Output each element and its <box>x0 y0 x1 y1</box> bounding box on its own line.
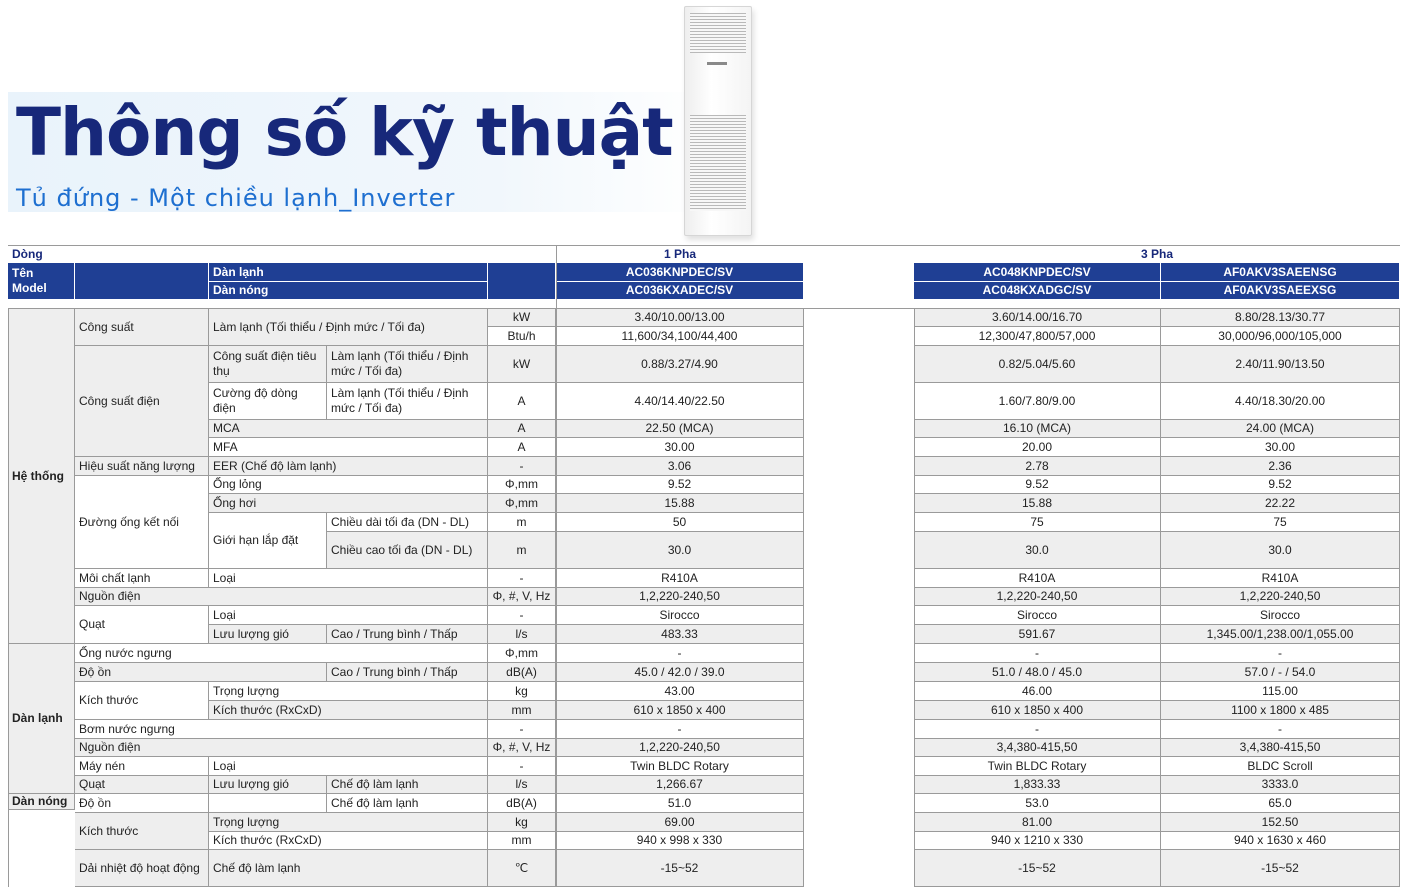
value-cell: R410A <box>914 569 1161 588</box>
value-cell: 940 x 1210 x 330 <box>914 832 1161 850</box>
unit-cell: dB(A) <box>488 663 556 682</box>
spec-label: Bơm nước ngưng <box>75 720 488 739</box>
model-indoor-code: AC048KNPDEC/SV <box>914 263 1161 282</box>
value-cell: 115.00 <box>1161 682 1400 701</box>
value-cell: 22.50 (MCA) <box>556 420 804 438</box>
value-cell: 3.06 <box>556 457 804 476</box>
value-cell: 3,4,380-415,50 <box>914 739 1161 757</box>
spec-label: Công suất điện <box>75 346 209 457</box>
value-cell: 9.52 <box>914 476 1161 494</box>
spec-label: Cao / Trung bình / Thấp <box>327 663 488 682</box>
value-cell: 30.00 <box>556 438 804 457</box>
value-cell: 9.52 <box>1161 476 1400 494</box>
spec-label: Nguồn điện <box>75 588 488 606</box>
value-cell: 51.0 / 48.0 / 45.0 <box>914 663 1161 682</box>
spec-label <box>209 794 327 813</box>
spec-label: Máy nén <box>75 757 209 776</box>
section-label: Hệ thống <box>8 309 75 644</box>
spec-label: Trọng lượng <box>209 682 488 701</box>
unit-cell: Φ, #, V, Hz <box>488 588 556 606</box>
value-cell: 1,2,220-240,50 <box>1161 588 1400 606</box>
value-cell: 2.36 <box>1161 457 1400 476</box>
unit-cell: - <box>488 606 556 625</box>
spec-label: Hiệu suất năng lượng <box>75 457 209 476</box>
value-cell: 591.67 <box>914 625 1161 644</box>
value-cell: 483.33 <box>556 625 804 644</box>
unit-cell: A <box>488 383 556 420</box>
spec-label: Kích thước <box>75 682 209 720</box>
table-vertical-rule <box>914 309 915 887</box>
value-cell: 22.22 <box>1161 494 1400 513</box>
value-cell: 1,2,220-240,50 <box>914 588 1161 606</box>
spec-label: Giới hạn lắp đặt <box>209 513 327 569</box>
spec-label: Cường độ dòng điện <box>209 383 327 420</box>
value-cell: 30.0 <box>556 532 804 569</box>
value-cell: 940 x 1630 x 460 <box>1161 832 1400 850</box>
spec-label: Ống nước ngưng <box>75 644 488 663</box>
model-name-label: Tên Model <box>8 263 75 300</box>
spec-label: Chiều cao tối đa (DN - DL) <box>327 532 488 569</box>
model-outdoor-code: AC036KXADEC/SV <box>556 282 804 300</box>
value-cell: 610 x 1850 x 400 <box>556 701 804 720</box>
value-cell: 24.00 (MCA) <box>1161 420 1400 438</box>
spec-label: Quạt <box>75 776 209 794</box>
spec-label: Lưu lượng gió <box>209 776 327 794</box>
unit-cell: kg <box>488 813 556 832</box>
value-cell: R410A <box>1161 569 1400 588</box>
spec-label: Quạt <box>75 606 209 644</box>
value-cell: 51.0 <box>556 794 804 813</box>
value-cell: 43.00 <box>556 682 804 701</box>
spec-label: MCA <box>209 420 488 438</box>
value-cell: 69.00 <box>556 813 804 832</box>
table-vertical-rule <box>8 309 9 887</box>
value-cell: 1,833.33 <box>914 776 1161 794</box>
value-cell: Sirocco <box>1161 606 1400 625</box>
unit-cell: - <box>488 569 556 588</box>
value-cell: 1,345.00/1,238.00/1,055.00 <box>1161 625 1400 644</box>
value-cell: 1,2,220-240,50 <box>556 739 804 757</box>
spec-label: Trọng lượng <box>209 813 488 832</box>
unit-cell: l/s <box>488 625 556 644</box>
value-cell: 4.40/18.30/20.00 <box>1161 383 1400 420</box>
value-cell: Twin BLDC Rotary <box>914 757 1161 776</box>
spec-label: Loại <box>209 569 488 588</box>
model-indoor-code: AF0AKV3SAEENSG <box>1161 263 1400 282</box>
spec-label: Chế độ làm lạnh <box>327 776 488 794</box>
value-cell: - <box>1161 720 1400 739</box>
value-cell: 3.40/10.00/13.00 <box>556 309 804 327</box>
spec-label: Nguồn điện <box>75 739 488 757</box>
value-cell: 11,600/34,100/44,400 <box>556 327 804 346</box>
unit-cell: A <box>488 438 556 457</box>
value-cell: 30,000/96,000/105,000 <box>1161 327 1400 346</box>
value-cell: 2.40/11.90/13.50 <box>1161 346 1400 383</box>
spec-label: Công suất <box>75 309 209 346</box>
unit-cell: kW <box>488 346 556 383</box>
value-cell: 57.0 / - / 54.0 <box>1161 663 1400 682</box>
spec-label: Độ ồn <box>75 663 327 682</box>
value-cell: - <box>556 644 804 663</box>
unit-cell: l/s <box>488 776 556 794</box>
group-1pha-label: 1 Pha <box>663 247 696 261</box>
spec-label: Cao / Trung bình / Thấp <box>327 625 488 644</box>
unit-blank-cell <box>488 263 556 300</box>
value-cell: -15~52 <box>1161 850 1400 887</box>
value-cell: 53.0 <box>914 794 1161 813</box>
value-cell: 152.50 <box>1161 813 1400 832</box>
value-cell: 50 <box>556 513 804 532</box>
spec-label: Độ ồn <box>75 794 209 813</box>
value-cell: 12,300/47,800/57,000 <box>914 327 1161 346</box>
value-cell: 75 <box>914 513 1161 532</box>
value-cell: 2.78 <box>914 457 1161 476</box>
value-cell: 15.88 <box>556 494 804 513</box>
table-vertical-rule <box>556 246 557 887</box>
value-cell: 4.40/14.40/22.50 <box>556 383 804 420</box>
model-outdoor-code: AF0AKV3SAEEXSG <box>1161 282 1400 300</box>
model-outdoor-code: AC048KXADGC/SV <box>914 282 1161 300</box>
page-title: Thông số kỹ thuật <box>16 94 673 171</box>
unit-cell: dB(A) <box>488 794 556 813</box>
spec-label: Chế độ làm lạnh <box>209 850 488 887</box>
unit-cell: m <box>488 532 556 569</box>
value-cell: 1,266.67 <box>556 776 804 794</box>
row-type-label: Dòng <box>12 247 43 261</box>
value-cell: 20.00 <box>914 438 1161 457</box>
unit-cell: A <box>488 420 556 438</box>
spec-label: Làm lạnh (Tối thiểu / Định mức / Tối đa) <box>327 383 488 420</box>
unit-cell: - <box>488 720 556 739</box>
value-cell: 610 x 1850 x 400 <box>914 701 1161 720</box>
spec-label: MFA <box>209 438 488 457</box>
spec-label: Đường ống kết nối <box>75 476 209 569</box>
spec-label: Loại <box>209 606 488 625</box>
value-cell: Twin BLDC Rotary <box>556 757 804 776</box>
value-cell: 15.88 <box>914 494 1161 513</box>
value-cell: 0.88/3.27/4.90 <box>556 346 804 383</box>
value-cell: 0.82/5.04/5.60 <box>914 346 1161 383</box>
unit-cell: kW <box>488 309 556 327</box>
value-cell: 3,4,380-415,50 <box>1161 739 1400 757</box>
unit-cell: - <box>488 457 556 476</box>
unit-cell: mm <box>488 832 556 850</box>
model-indoor-code: AC036KNPDEC/SV <box>556 263 804 282</box>
group-3pha-label: 3 Pha <box>1140 247 1173 261</box>
unit-cell: Btu/h <box>488 327 556 346</box>
value-cell: 9.52 <box>556 476 804 494</box>
value-cell: 1.60/7.80/9.00 <box>914 383 1161 420</box>
outdoor-unit-label: Dàn nóng <box>209 282 488 300</box>
spec-label: Ống hơi <box>209 494 488 513</box>
spec-label: Làm lạnh (Tối thiểu / Định mức / Tối đa) <box>327 346 488 383</box>
unit-cell: Φ,mm <box>488 494 556 513</box>
value-cell: 46.00 <box>914 682 1161 701</box>
spec-label: Ống lỏng <box>209 476 488 494</box>
value-cell: 1100 x 1800 x 485 <box>1161 701 1400 720</box>
spec-label: Kích thước <box>75 813 209 850</box>
value-cell: 30.0 <box>1161 532 1400 569</box>
value-cell: 65.0 <box>1161 794 1400 813</box>
value-cell: -15~52 <box>556 850 804 887</box>
value-cell: - <box>556 720 804 739</box>
value-cell: 3.60/14.00/16.70 <box>914 309 1161 327</box>
spec-label: Kích thước (RxCxD) <box>209 832 488 850</box>
value-cell: 940 x 998 x 330 <box>556 832 804 850</box>
value-cell: - <box>1161 644 1400 663</box>
spec-label: Lưu lượng gió <box>209 625 327 644</box>
value-cell: 75 <box>1161 513 1400 532</box>
value-cell: 30.0 <box>914 532 1161 569</box>
page-subtitle: Tủ đứng - Một chiều lạnh_Inverter <box>16 184 456 212</box>
spec-label: Chiều dài tối đa (DN - DL) <box>327 513 488 532</box>
value-cell: 8.80/28.13/30.77 <box>1161 309 1400 327</box>
value-cell: R410A <box>556 569 804 588</box>
value-cell: 81.00 <box>914 813 1161 832</box>
unit-cell: m <box>488 513 556 532</box>
spec-label: EER (Chế độ làm lạnh) <box>209 457 488 476</box>
value-cell: 16.10 (MCA) <box>914 420 1161 438</box>
spec-label: Môi chất lạnh <box>75 569 209 588</box>
indoor-unit-label: Dàn lạnh <box>209 263 488 282</box>
unit-cell: Φ,mm <box>488 644 556 663</box>
spec-label: Kích thước (RxCxD) <box>209 701 488 720</box>
spec-label: Làm lạnh (Tối thiểu / Định mức / Tối đa) <box>209 309 488 346</box>
value-cell: 3333.0 <box>1161 776 1400 794</box>
value-cell: 1,2,220-240,50 <box>556 588 804 606</box>
unit-cell: ℃ <box>488 850 556 887</box>
spec-label: Chế độ làm lạnh <box>327 794 488 813</box>
value-cell: Sirocco <box>556 606 804 625</box>
spec-label: Công suất điện tiêu thụ <box>209 346 327 383</box>
value-cell: - <box>914 644 1161 663</box>
unit-cell: Φ,mm <box>488 476 556 494</box>
value-cell: -15~52 <box>914 850 1161 887</box>
section-label: Dàn lạnh <box>8 644 75 794</box>
unit-cell: Φ, #, V, Hz <box>488 739 556 757</box>
spec-label: Loại <box>209 757 488 776</box>
value-cell: Sirocco <box>914 606 1161 625</box>
value-cell: - <box>914 720 1161 739</box>
value-cell: 45.0 / 42.0 / 39.0 <box>556 663 804 682</box>
spec-label: Dải nhiệt độ hoạt động <box>75 850 209 887</box>
model-blank-cell <box>75 263 209 300</box>
unit-cell: kg <box>488 682 556 701</box>
section-label: Dàn nóng <box>8 794 75 810</box>
value-cell: 30.00 <box>1161 438 1400 457</box>
value-cell: BLDC Scroll <box>1161 757 1400 776</box>
unit-cell: mm <box>488 701 556 720</box>
unit-cell: - <box>488 757 556 776</box>
